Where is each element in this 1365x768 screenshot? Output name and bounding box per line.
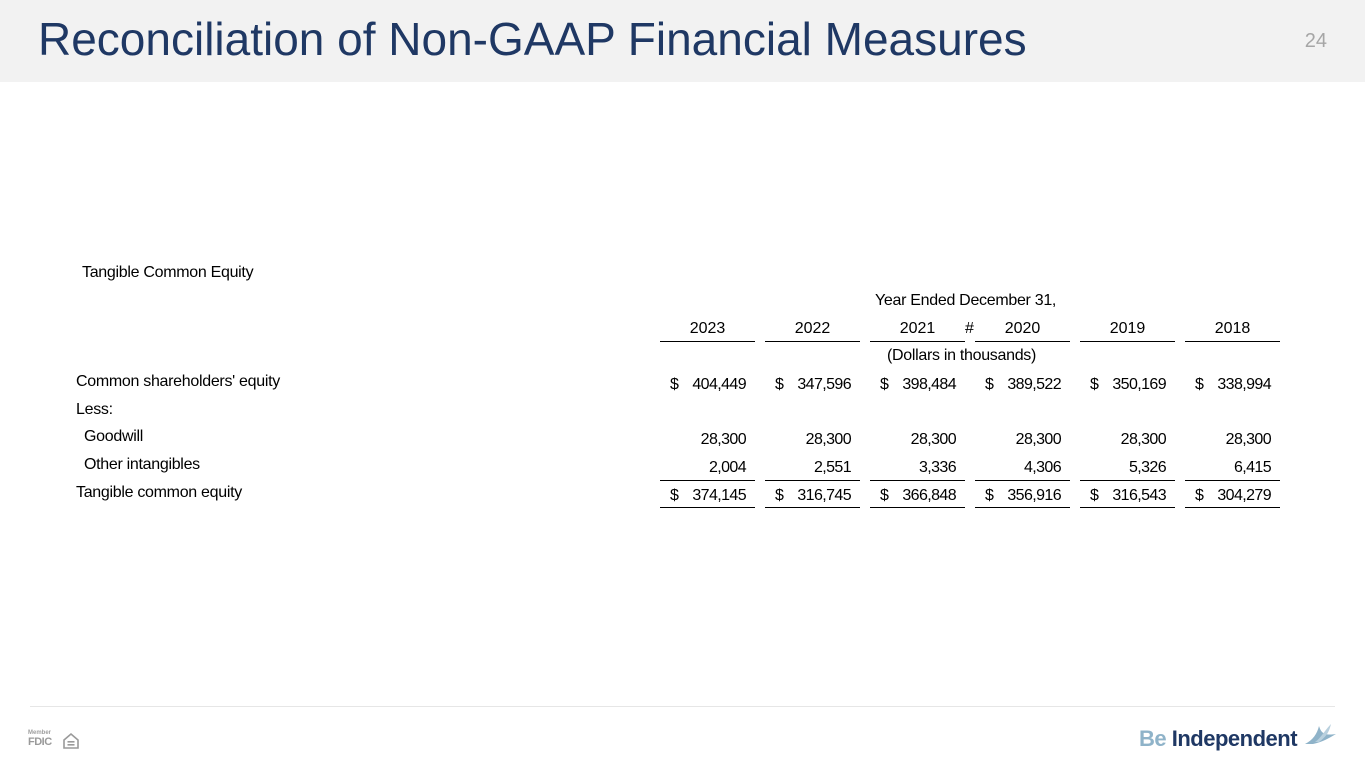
- subtotal-underline: [870, 480, 965, 481]
- row-label: Goodwill: [84, 428, 143, 445]
- table-cell: 28,300: [1120, 431, 1166, 448]
- total-underline: [1185, 507, 1280, 508]
- year-header: 2023: [689, 320, 726, 337]
- header-underline: [975, 341, 1070, 342]
- year-header: 2018: [1214, 320, 1251, 337]
- table-cell: 28,300: [910, 431, 956, 448]
- fdic-member-text: Member: [28, 730, 52, 736]
- total-underline: [870, 507, 965, 508]
- page-number: 24: [1304, 30, 1327, 52]
- brand-logo: [1139, 726, 1297, 752]
- fdic-badge: [28, 730, 84, 752]
- subtotal-underline: [1080, 480, 1175, 481]
- table-cell: 2,004: [708, 459, 746, 476]
- year-header: 2020: [1004, 320, 1041, 337]
- subtotal-underline: [765, 480, 860, 481]
- total-underline: [1080, 507, 1175, 508]
- table-cell: $ 389,522: [985, 376, 1061, 393]
- table-cell: $ 398,484: [880, 376, 956, 393]
- equal-housing-lender-icon: [62, 732, 80, 750]
- header-underline: [765, 341, 860, 342]
- table-cell: 4,306: [1023, 459, 1061, 476]
- table-cell: 28,300: [1225, 431, 1271, 448]
- table-cell: 6,415: [1233, 459, 1271, 476]
- header-underline: [1080, 341, 1175, 342]
- table-cell: $ 366,848: [880, 487, 956, 504]
- header-underline: [1185, 341, 1280, 342]
- table-cell: 28,300: [1015, 431, 1061, 448]
- table-cell: $ 404,449: [670, 376, 746, 393]
- year-header: 2022: [794, 320, 831, 337]
- table-cell: 2,551: [813, 459, 851, 476]
- total-underline: [765, 507, 860, 508]
- fdic-text: FDIC: [28, 736, 52, 748]
- units-note: (Dollars in thousands): [887, 347, 1037, 364]
- footer-divider: [30, 706, 1335, 707]
- row-label: Other intangibles: [84, 456, 200, 473]
- column-marker: #: [965, 320, 974, 337]
- table-cell: 5,326: [1128, 459, 1166, 476]
- table-cell: $ 350,169: [1090, 376, 1166, 393]
- subtotal-underline: [660, 480, 755, 481]
- table-cell: $ 374,145: [670, 487, 746, 504]
- table-cell: $ 316,745: [775, 487, 851, 504]
- total-underline: [660, 507, 755, 508]
- row-label: Common shareholders' equity: [76, 373, 280, 390]
- table-cell: 28,300: [805, 431, 851, 448]
- table-cell: $ 356,916: [985, 487, 1061, 504]
- period-header: Year Ended December 31,: [875, 292, 1057, 309]
- table-cell: $ 347,596: [775, 376, 851, 393]
- total-underline: [975, 507, 1070, 508]
- table-cell: 3,336: [918, 459, 956, 476]
- header-underline: [660, 341, 755, 342]
- table-caption: Tangible Common Equity: [82, 264, 254, 281]
- year-header: 2021: [899, 320, 936, 337]
- bird-logo-icon: [1303, 722, 1337, 748]
- table-cell: $ 338,994: [1195, 376, 1271, 393]
- table-cell: $ 316,543: [1090, 487, 1166, 504]
- header-band: [0, 0, 1365, 82]
- subtotal-underline: [1185, 480, 1280, 481]
- table-cell: $ 304,279: [1195, 487, 1271, 504]
- subtotal-underline: [975, 480, 1070, 481]
- table-cell: 28,300: [700, 431, 746, 448]
- brand-independent: Independent: [1171, 726, 1298, 751]
- row-label: Tangible common equity: [76, 484, 242, 501]
- header-underline: [870, 341, 965, 342]
- page-title: Reconciliation of Non-GAAP Financial Measures: [38, 13, 1027, 65]
- brand-be: Be: [1139, 726, 1167, 751]
- row-label: Less:: [76, 401, 113, 418]
- year-header: 2019: [1109, 320, 1146, 337]
